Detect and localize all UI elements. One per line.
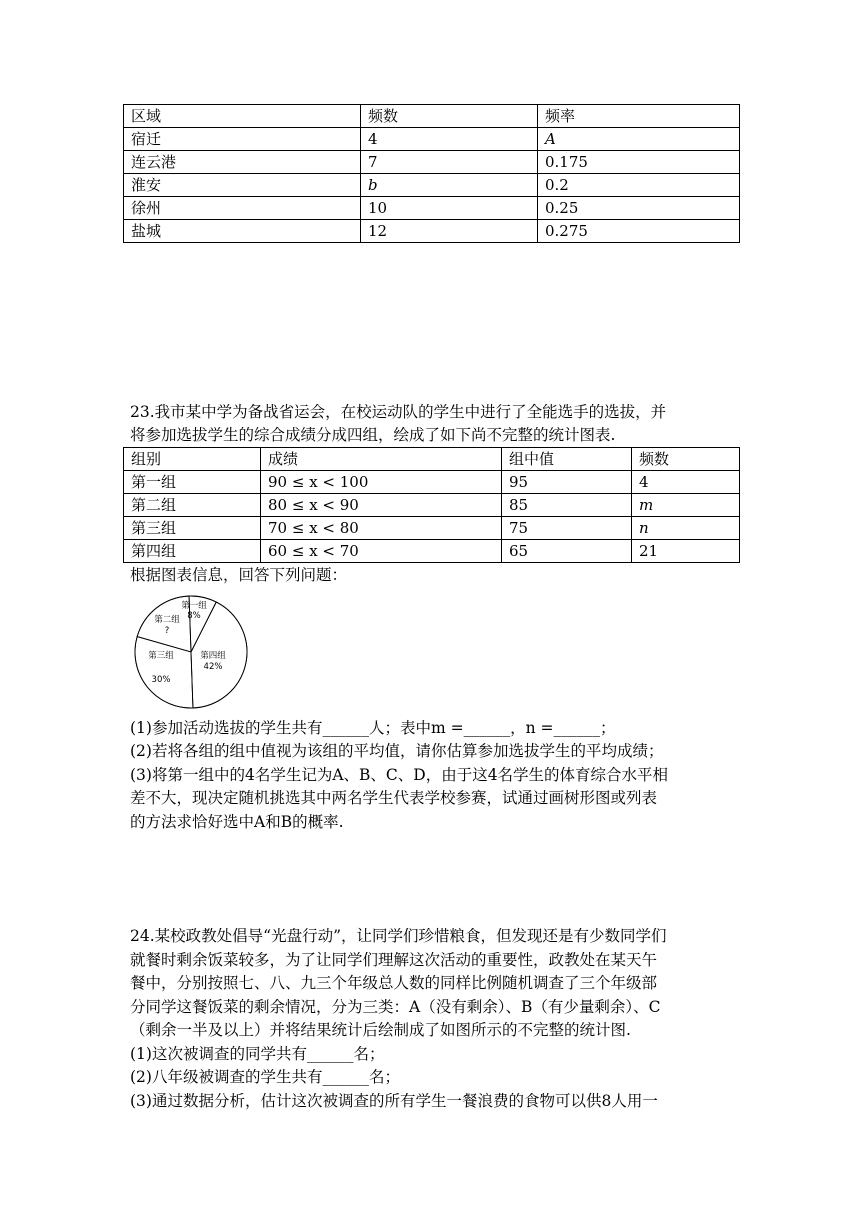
q23-question-3-line-2: 差不大，现决定随机挑选其中两名学生代表学校参赛，试通过画树形图或列表 — [130, 789, 658, 807]
table-cell: 0.275 — [538, 220, 740, 243]
q23-question-2: (2)若将各组的组中值视为该组的平均值，请你估算参加选拔学生的平均成绩； — [130, 742, 664, 760]
table-cell: 0.2 — [538, 174, 740, 197]
table-cell: 第二组 — [124, 494, 261, 517]
table-header-cell: 频数 — [632, 448, 740, 471]
table-cell: 65 — [502, 540, 632, 563]
table-cell: 21 — [632, 540, 740, 563]
table-row — [124, 471, 740, 494]
q23-intro-line-2: 将参加选拔学生的综合成绩分成四组，绘成了如下尚不完整的统计图表. — [130, 426, 616, 444]
table-header-row — [124, 448, 740, 471]
table-cell: 7 — [361, 151, 538, 174]
q24-line-5: （剩余一半及以上）并将结果统计后绘制成了如图所示的不完整的统计图. — [130, 1021, 631, 1039]
table-row — [124, 151, 740, 174]
table-header-cell: 成绩 — [261, 448, 502, 471]
table-cell: 第四组 — [124, 540, 261, 563]
table-cell: 宿迁 — [124, 128, 361, 151]
q24-line-1: 24.某校政教处倡导“光盘行动”，让同学们珍惜粮食，但发现还是有少数同学们 — [130, 927, 667, 945]
region-frequency-table — [123, 104, 740, 243]
table-cell: 10 — [361, 197, 538, 220]
q23-prompt: 根据图表信息，回答下列问题： — [130, 566, 348, 584]
pie-slice-value: 8% — [187, 611, 201, 621]
table-cell: 4 — [632, 471, 740, 494]
pie-slice-label: 第一组 — [181, 601, 207, 611]
q24-question-3: (3)通过数据分析，估计这次被调查的所有学生一餐浪费的食物可以供8人用一 — [130, 1092, 658, 1110]
q24-line-4: 分同学这餐饭菜的剩余情况，分为三类：A（没有剩余）、B（有少量剩余）、C — [130, 998, 661, 1016]
table-header-cell: 组别 — [124, 448, 261, 471]
pie-slice-value: ? — [164, 626, 170, 636]
pie-slice-label: 第三组 — [148, 651, 174, 661]
q23-question-3-line-1: (3)将第一组中的4名学生记为A、B、C、D，由于这4名学生的体育综合水平相 — [130, 766, 669, 784]
table-cell: 淮安 — [124, 174, 361, 197]
table-header-cell: 区域 — [124, 105, 361, 128]
table-header-cell: 频数 — [361, 105, 538, 128]
table-cell: b — [361, 174, 538, 197]
table-row — [124, 128, 740, 151]
table-header-cell: 组中值 — [502, 448, 632, 471]
score-group-table — [123, 447, 740, 563]
table-cell: 60 ≤ x < 70 — [261, 540, 502, 563]
q23-question-1: (1)参加活动选拔的学生共有______人；表中m =______，n =______； — [130, 719, 616, 737]
table-cell: 盐城 — [124, 220, 361, 243]
q24-line-3: 餐中，分别按照七、八、九三个年级总人数的同样比例随机调查了三个年级部 — [130, 974, 658, 992]
table-cell: n — [632, 517, 740, 540]
table-row — [124, 174, 740, 197]
table-row — [124, 494, 740, 517]
table-cell: 第三组 — [124, 517, 261, 540]
q24-question-2: (2)八年级被调查的学生共有______名； — [130, 1068, 400, 1086]
table-cell: 第一组 — [124, 471, 261, 494]
table-header-row — [124, 105, 740, 128]
table-cell: 12 — [361, 220, 538, 243]
table-cell: m — [632, 494, 740, 517]
q23-intro-line-1: 23.我市某中学为备战省运会，在校运动队的学生中进行了全能选手的选拔，并 — [130, 403, 667, 421]
pie-slice-value: 30% — [151, 675, 171, 685]
group-pie-chart — [128, 588, 254, 714]
table-cell: 90 ≤ x < 100 — [261, 471, 502, 494]
table-cell: 0.25 — [538, 197, 740, 220]
table-row — [124, 517, 740, 540]
table-header-cell: 频率 — [538, 105, 740, 128]
pie-slice-label: 第二组 — [154, 615, 180, 625]
q24-line-2: 就餐时剩余饭菜较多，为了让同学们理解这次活动的重要性，政教处在某天午 — [130, 951, 658, 969]
table-cell: 连云港 — [124, 151, 361, 174]
table-cell: 70 ≤ x < 80 — [261, 517, 502, 540]
table-cell: 80 ≤ x < 90 — [261, 494, 502, 517]
table-cell: 85 — [502, 494, 632, 517]
table-row — [124, 197, 740, 220]
q23-question-3-line-3: 的方法求恰好选中A和B的概率. — [130, 813, 344, 831]
table-cell: 95 — [502, 471, 632, 494]
table-cell: A — [538, 128, 740, 151]
q24-question-1: (1)这次被调查的同学共有______名； — [130, 1045, 385, 1063]
table-cell: 4 — [361, 128, 538, 151]
table-cell: 0.175 — [538, 151, 740, 174]
table-row — [124, 220, 740, 243]
table-row — [124, 540, 740, 563]
pie-slice-label: 第四组 — [200, 651, 226, 661]
table-cell: 徐州 — [124, 197, 361, 220]
pie-slice-value: 42% — [203, 662, 223, 672]
table-cell: 75 — [502, 517, 632, 540]
